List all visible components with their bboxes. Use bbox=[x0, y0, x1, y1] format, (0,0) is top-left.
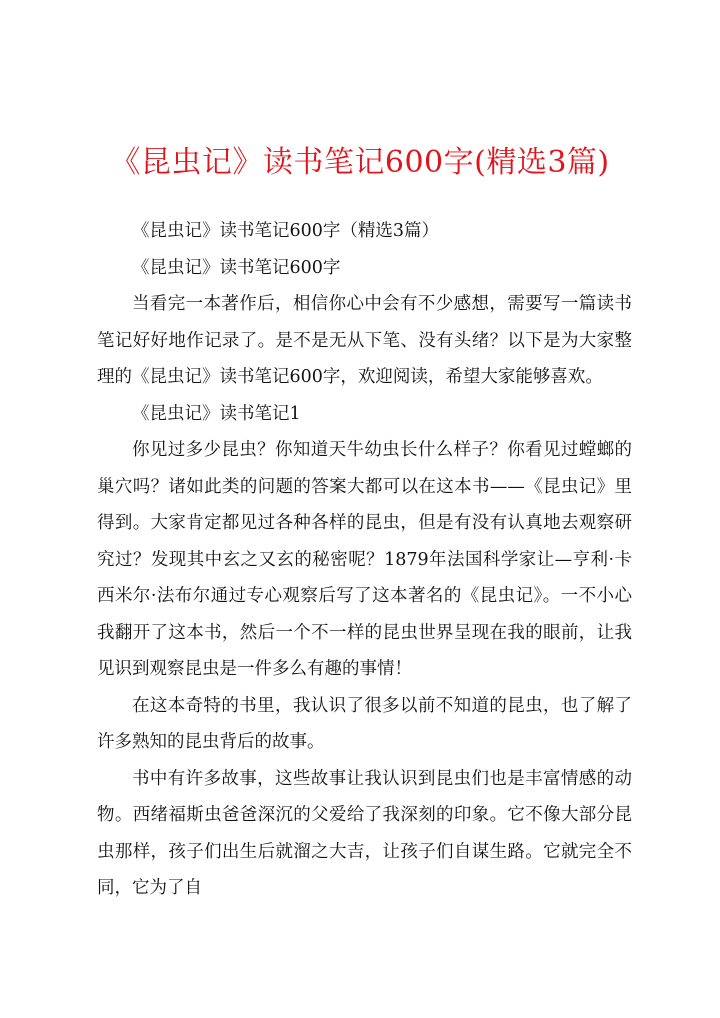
paragraph-intro: 当看完一本著作后，相信你心中会有不少感想，需要写一篇读书笔记好好地作记录了。是不是无从下笔、没有头绪？以下是为大家整理的《昆虫记》读书笔记600字，欢迎阅读，希望大家能够喜欢。 bbox=[97, 294, 632, 387]
document-title: 《昆虫记》读书笔记600字(精选3篇) bbox=[110, 145, 610, 180]
paragraph-body: 你见过多少昆虫？你知道天牛幼虫长什么样子？你看见过螳螂的巢穴吗？诸如此类的问题的答案大都可以在这本书——《昆虫记》里得到。大家肯定都见过各种各样的昆虫，但是有没有认真地去观察研究过？发现其中玄之又玄的秘密呢？1879年法国科学家让—亨利·卡西米尔·法布尔通过专心观察后写了这本著名的《昆虫记》。一不小心我翻开了这本书，然后一个不一样的昆虫世界呈现在我的眼前，让我见识到观察昆虫是一件多么有趣的事情！ bbox=[97, 440, 632, 679]
paragraph-body: 在这本奇特的书里，我认识了很多以前不知道的昆虫，也了解了许多熟知的昆虫背后的故事。 bbox=[97, 695, 632, 752]
document-body bbox=[97, 213, 632, 907]
paragraph-section-heading: 《昆虫记》读书笔记1 bbox=[132, 403, 301, 424]
paragraph-body: 书中有许多故事，这些故事让我认识到昆虫们也是丰富情感的动物。西绪福斯虫爸爸深沉的父爱给了我深刻的印象。它不像大部分昆虫那样，孩子们出生后就溜之大吉，让孩子们自谋生路。它就完全不同，它为了自 bbox=[97, 768, 632, 898]
paragraph-subtitle: 《昆虫记》读书笔记600字（精选3篇） bbox=[132, 221, 440, 241]
paragraph-heading: 《昆虫记》读书笔记600字 bbox=[132, 257, 341, 278]
